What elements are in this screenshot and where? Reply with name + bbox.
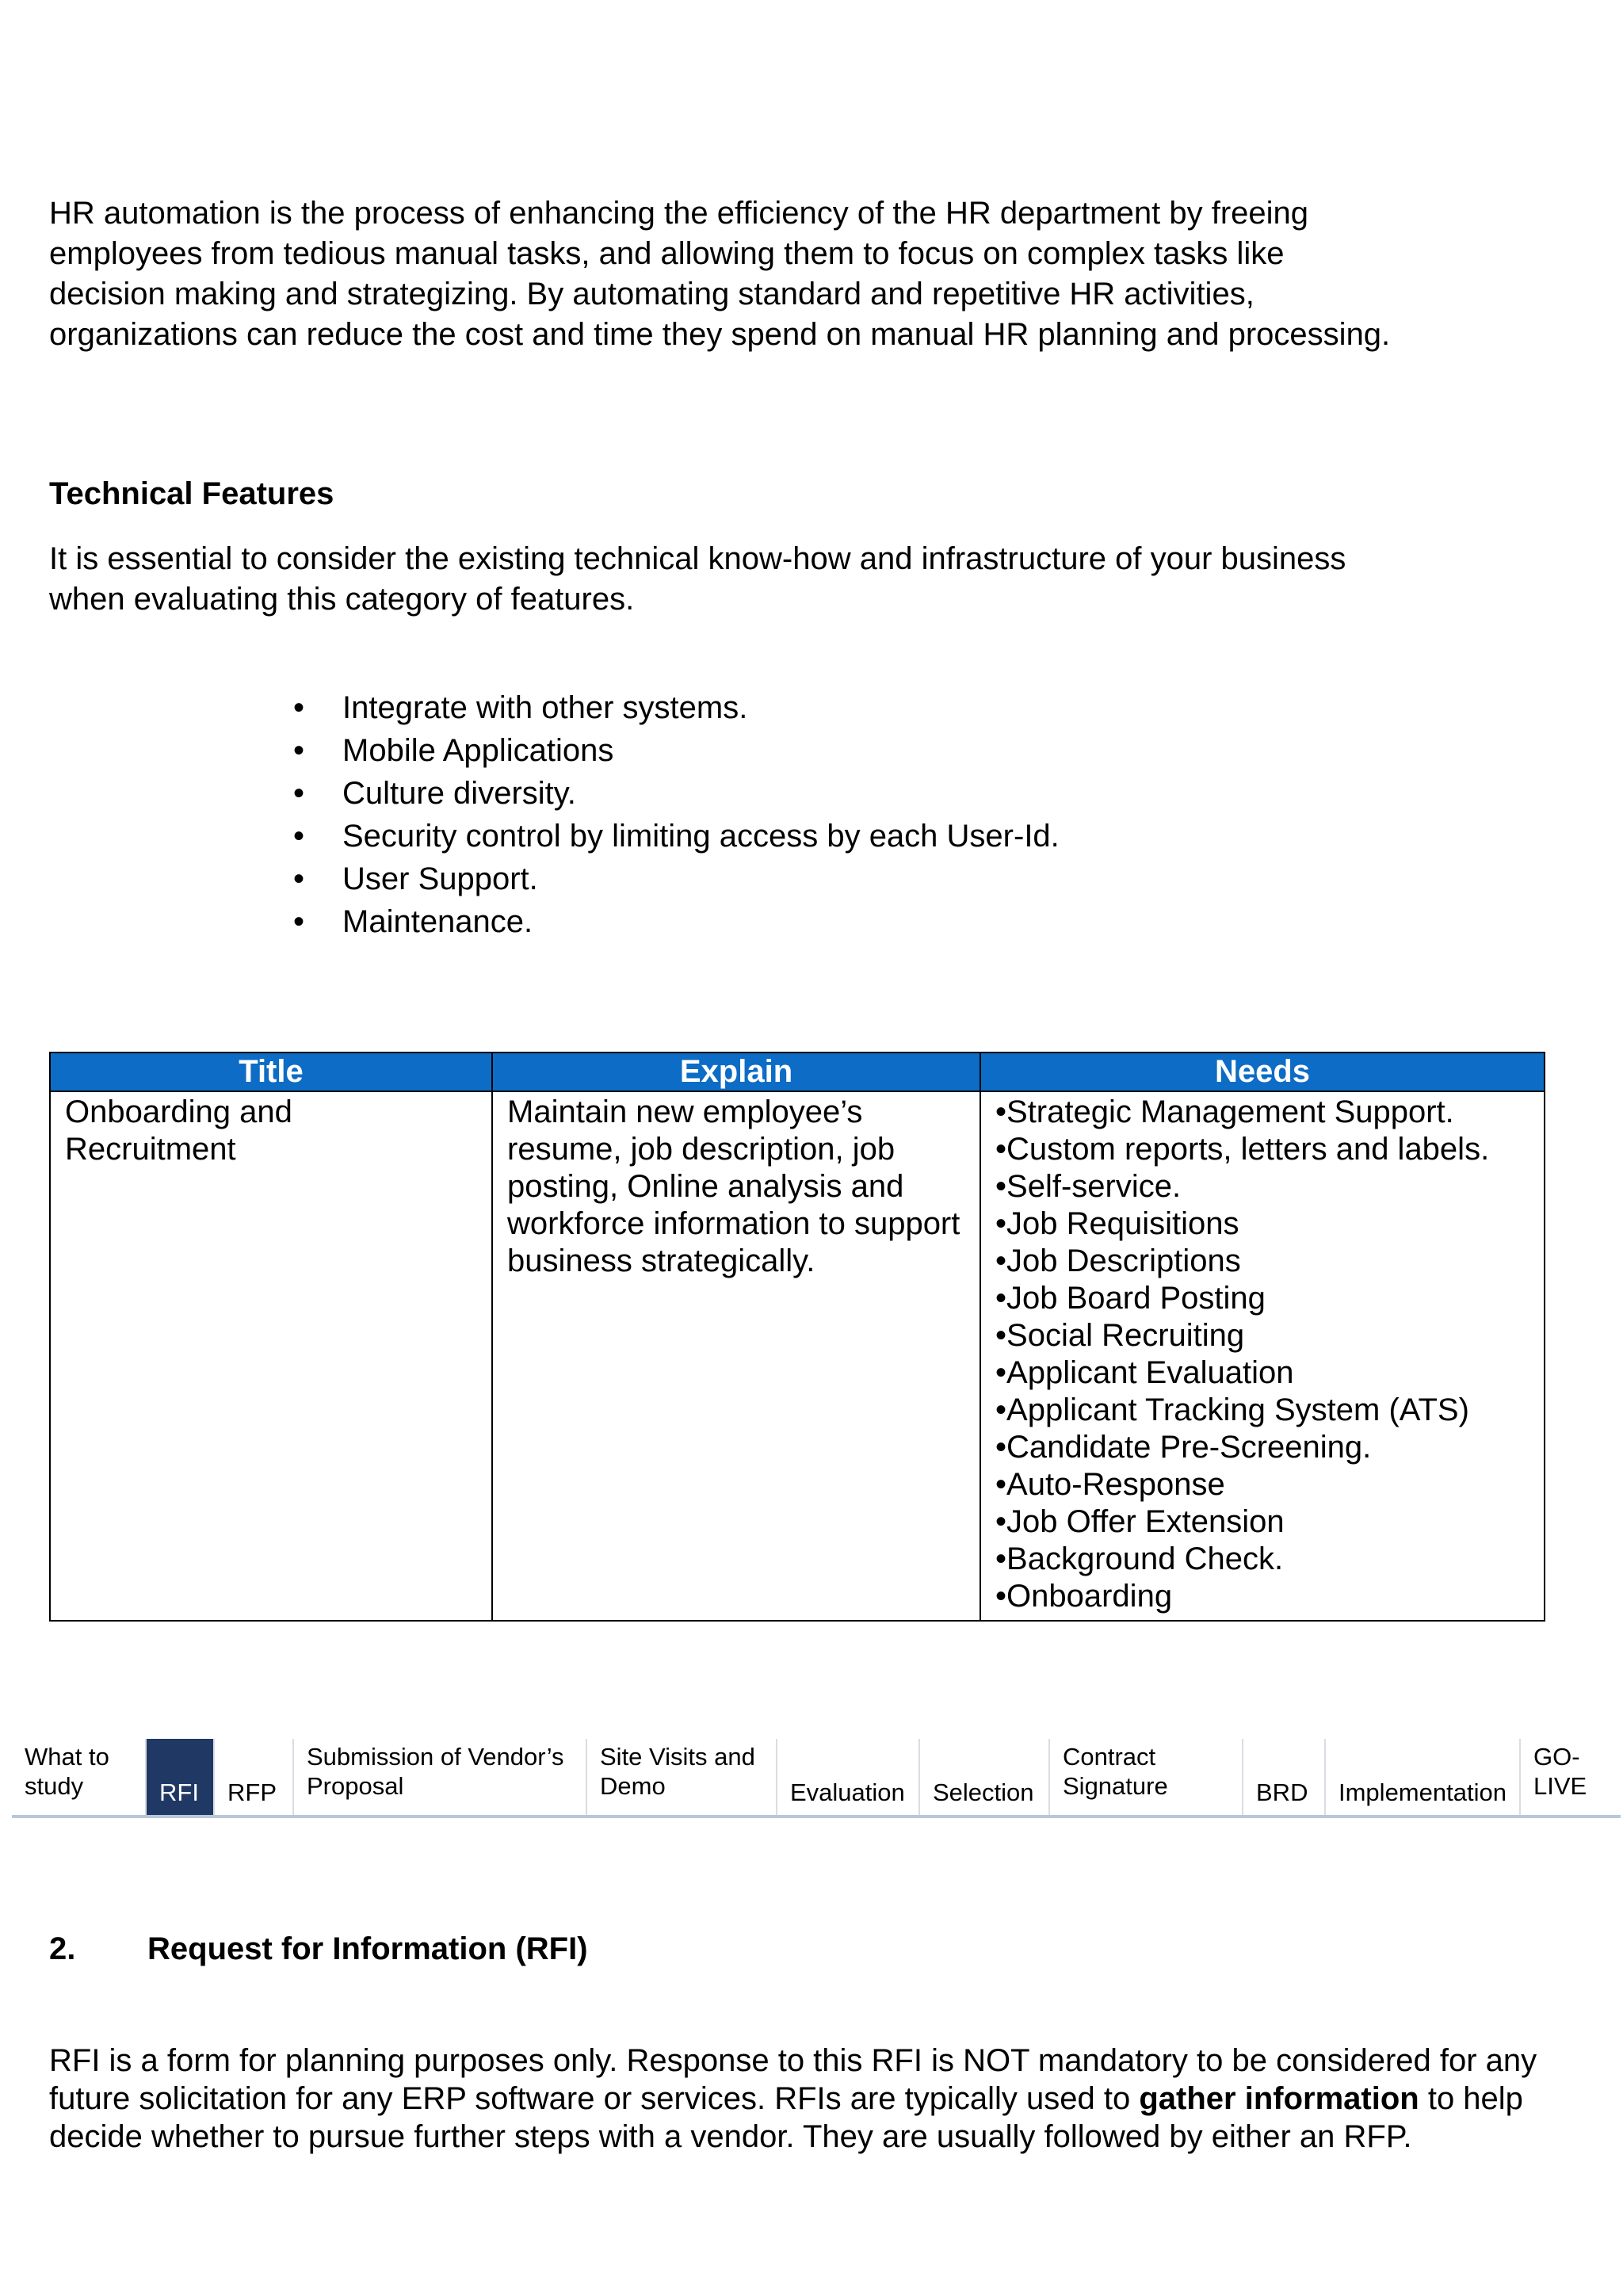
table-row <box>50 1091 1545 1621</box>
feature-item: • User Support. <box>342 858 1060 900</box>
technical-features-list <box>342 686 1060 943</box>
needs-item: • Auto-Response <box>995 1466 1529 1503</box>
rfi-bold-text: gather information <box>1139 2081 1419 2116</box>
needs-item: • Job Offer Extension <box>995 1503 1529 1541</box>
cell-needs <box>980 1091 1545 1621</box>
process-step-go-live: GO-LIVE <box>1533 1743 1587 1800</box>
needs-item: • Job Requisitions <box>995 1205 1529 1243</box>
needs-item: • Candidate Pre-Screening. <box>995 1429 1529 1466</box>
feature-item: • Security control by limiting access by each User-Id. <box>342 815 1060 858</box>
rfi-text-part-1: RFI is a form for planning purposes only. Response to this RFI is NOT mandatory to be considered for any future solicitation for any ERP software or services. RFIs are typically used to <box>49 2043 1537 2116</box>
process-steps-bar <box>12 1739 1621 1818</box>
cell-title-text: Onboarding and Recruitment <box>65 1095 292 1167</box>
process-step-rfi: RFI <box>147 1739 215 1815</box>
column-header-title: Title <box>50 1052 492 1091</box>
cell-explain <box>492 1091 980 1621</box>
cell-title <box>50 1091 492 1621</box>
column-header-needs: Needs <box>980 1052 1545 1091</box>
process-step-selection: Selection <box>920 1739 1050 1815</box>
table-header-row <box>50 1052 1545 1091</box>
process-step-vendor-proposal: Submission of Vendor’s Proposal <box>294 1739 587 1815</box>
needs-item: • Self-service. <box>995 1168 1529 1205</box>
cell-explain-text: Maintain new employee’s resume, job description, job posting, Online analysis and workforce information to support business strategically. <box>507 1095 960 1278</box>
needs-item: • Strategic Management Support. <box>995 1094 1529 1131</box>
needs-item: • Background Check. <box>995 1541 1529 1578</box>
technical-features-paragraph: It is essential to consider the existing technical know-how and infrastructure of your business when evaluating this category of features. <box>49 541 1346 617</box>
process-step-site-visits: Site Visits and Demo <box>587 1739 777 1815</box>
process-step-contract-signature: Contract Signature <box>1050 1739 1243 1815</box>
process-step-brd: BRD <box>1243 1739 1326 1815</box>
needs-item: • Applicant Tracking System (ATS) <box>995 1392 1529 1429</box>
rfi-text-part-2: to help decide whether to pursue further steps with a vendor. They are usually followed by either an RFP. <box>49 2081 1523 2154</box>
process-step-rfp: RFP <box>215 1739 294 1815</box>
section-title: Request for Information (RFI) <box>147 1931 588 1966</box>
section-number: 2. <box>49 1931 76 1966</box>
features-table <box>49 1052 1545 1622</box>
process-step-implementation: Implementation <box>1326 1739 1521 1815</box>
process-step-what-to-study: What to study <box>12 1739 147 1815</box>
section-2-heading <box>49 1929 588 1969</box>
needs-list <box>995 1094 1529 1615</box>
needs-item: • Custom reports, letters and labels. <box>995 1131 1529 1168</box>
needs-item: • Social Recruiting <box>995 1317 1529 1354</box>
needs-item: • Job Board Posting <box>995 1280 1529 1317</box>
column-header-explain: Explain <box>492 1052 980 1091</box>
needs-item: • Job Descriptions <box>995 1243 1529 1280</box>
needs-item: • Applicant Evaluation <box>995 1354 1529 1392</box>
intro-paragraph: HR automation is the process of enhancing the efficiency of the HR department by freeing employees from tedious manual tasks, and allowing them to focus on complex tasks like decision making and strategizing. By automating standard and repetitive HR activities, organizations can reduce the cost and time they spend on manual HR planning and processing. <box>49 196 1391 352</box>
process-step-evaluation: Evaluation <box>777 1739 920 1815</box>
rfi-paragraph <box>49 2042 1555 2156</box>
feature-item: • Mobile Applications <box>342 729 1060 772</box>
feature-item: • Maintenance. <box>342 900 1060 943</box>
needs-item: • Onboarding <box>995 1578 1529 1615</box>
technical-features-heading: Technical Features <box>49 476 334 511</box>
feature-item: • Integrate with other systems. <box>342 686 1060 729</box>
feature-item: • Culture diversity. <box>342 772 1060 815</box>
